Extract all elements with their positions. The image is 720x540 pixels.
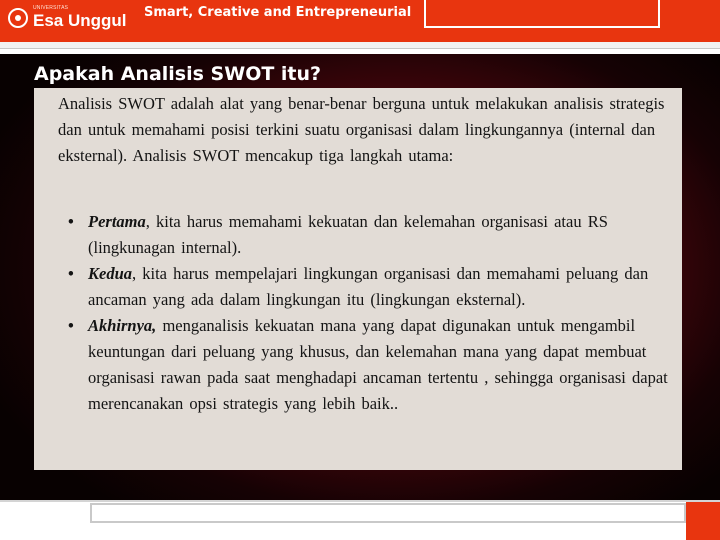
university-logo[interactable] — [8, 5, 136, 35]
list-item — [68, 313, 678, 417]
step-text: , kita harus memahami kekuatan dan kelemahan organisasi atau RS (lingkunagan internal). — [88, 212, 608, 257]
list-item — [68, 209, 678, 261]
footer-bar — [90, 503, 686, 523]
footer-accent-block — [686, 502, 720, 540]
step-text: menganalisis kekuatan mana yang dapat digunakan untuk mengambil keuntungan dari peluang yang khusus, dan kelemahan mana yang dapat membuat organisasi rawan pada saat menghadapi ancaman tertentu , sehingga organisasi dapat merencanakan opsi strategis yang lebih baik.. — [88, 316, 668, 413]
intro-paragraph: Analisis SWOT adalah alat yang benar-benar berguna untuk melakukan analisis strategis dan untuk memahami posisi terkini suatu organisasi dalam lingkungannya (internal dan eksternal). Analisis SWOT mencakup tiga langkah utama: — [58, 94, 665, 165]
list-item — [68, 261, 678, 313]
header-decorative-frame — [424, 0, 660, 28]
header-divider — [0, 42, 720, 49]
slide-title: Apakah Analisis SWOT itu? — [34, 63, 322, 85]
logo-text: Esa Unggul — [33, 11, 127, 30]
step-lead: Pertama — [88, 212, 146, 231]
steps-list — [68, 209, 678, 417]
logo-emblem-icon — [8, 8, 28, 28]
step-text: , kita harus mempelajari lingkungan organisasi dan memahami peluang dan ancaman yang ada dalam lingkungan itu (lingkungan eksternal). — [88, 264, 649, 309]
bullet-icon: • — [68, 264, 74, 283]
header-bar — [0, 0, 720, 42]
bullet-icon: • — [68, 316, 74, 335]
bullet-icon: • — [68, 212, 74, 231]
logo-small-text: UNIVERSITAS — [33, 5, 69, 11]
step-lead: Akhirnya, — [88, 316, 157, 335]
step-lead: Kedua — [88, 264, 133, 283]
footer-divider — [0, 500, 720, 502]
content-panel — [34, 88, 682, 470]
tagline: Smart, Creative and Entrepreneurial — [144, 5, 412, 20]
